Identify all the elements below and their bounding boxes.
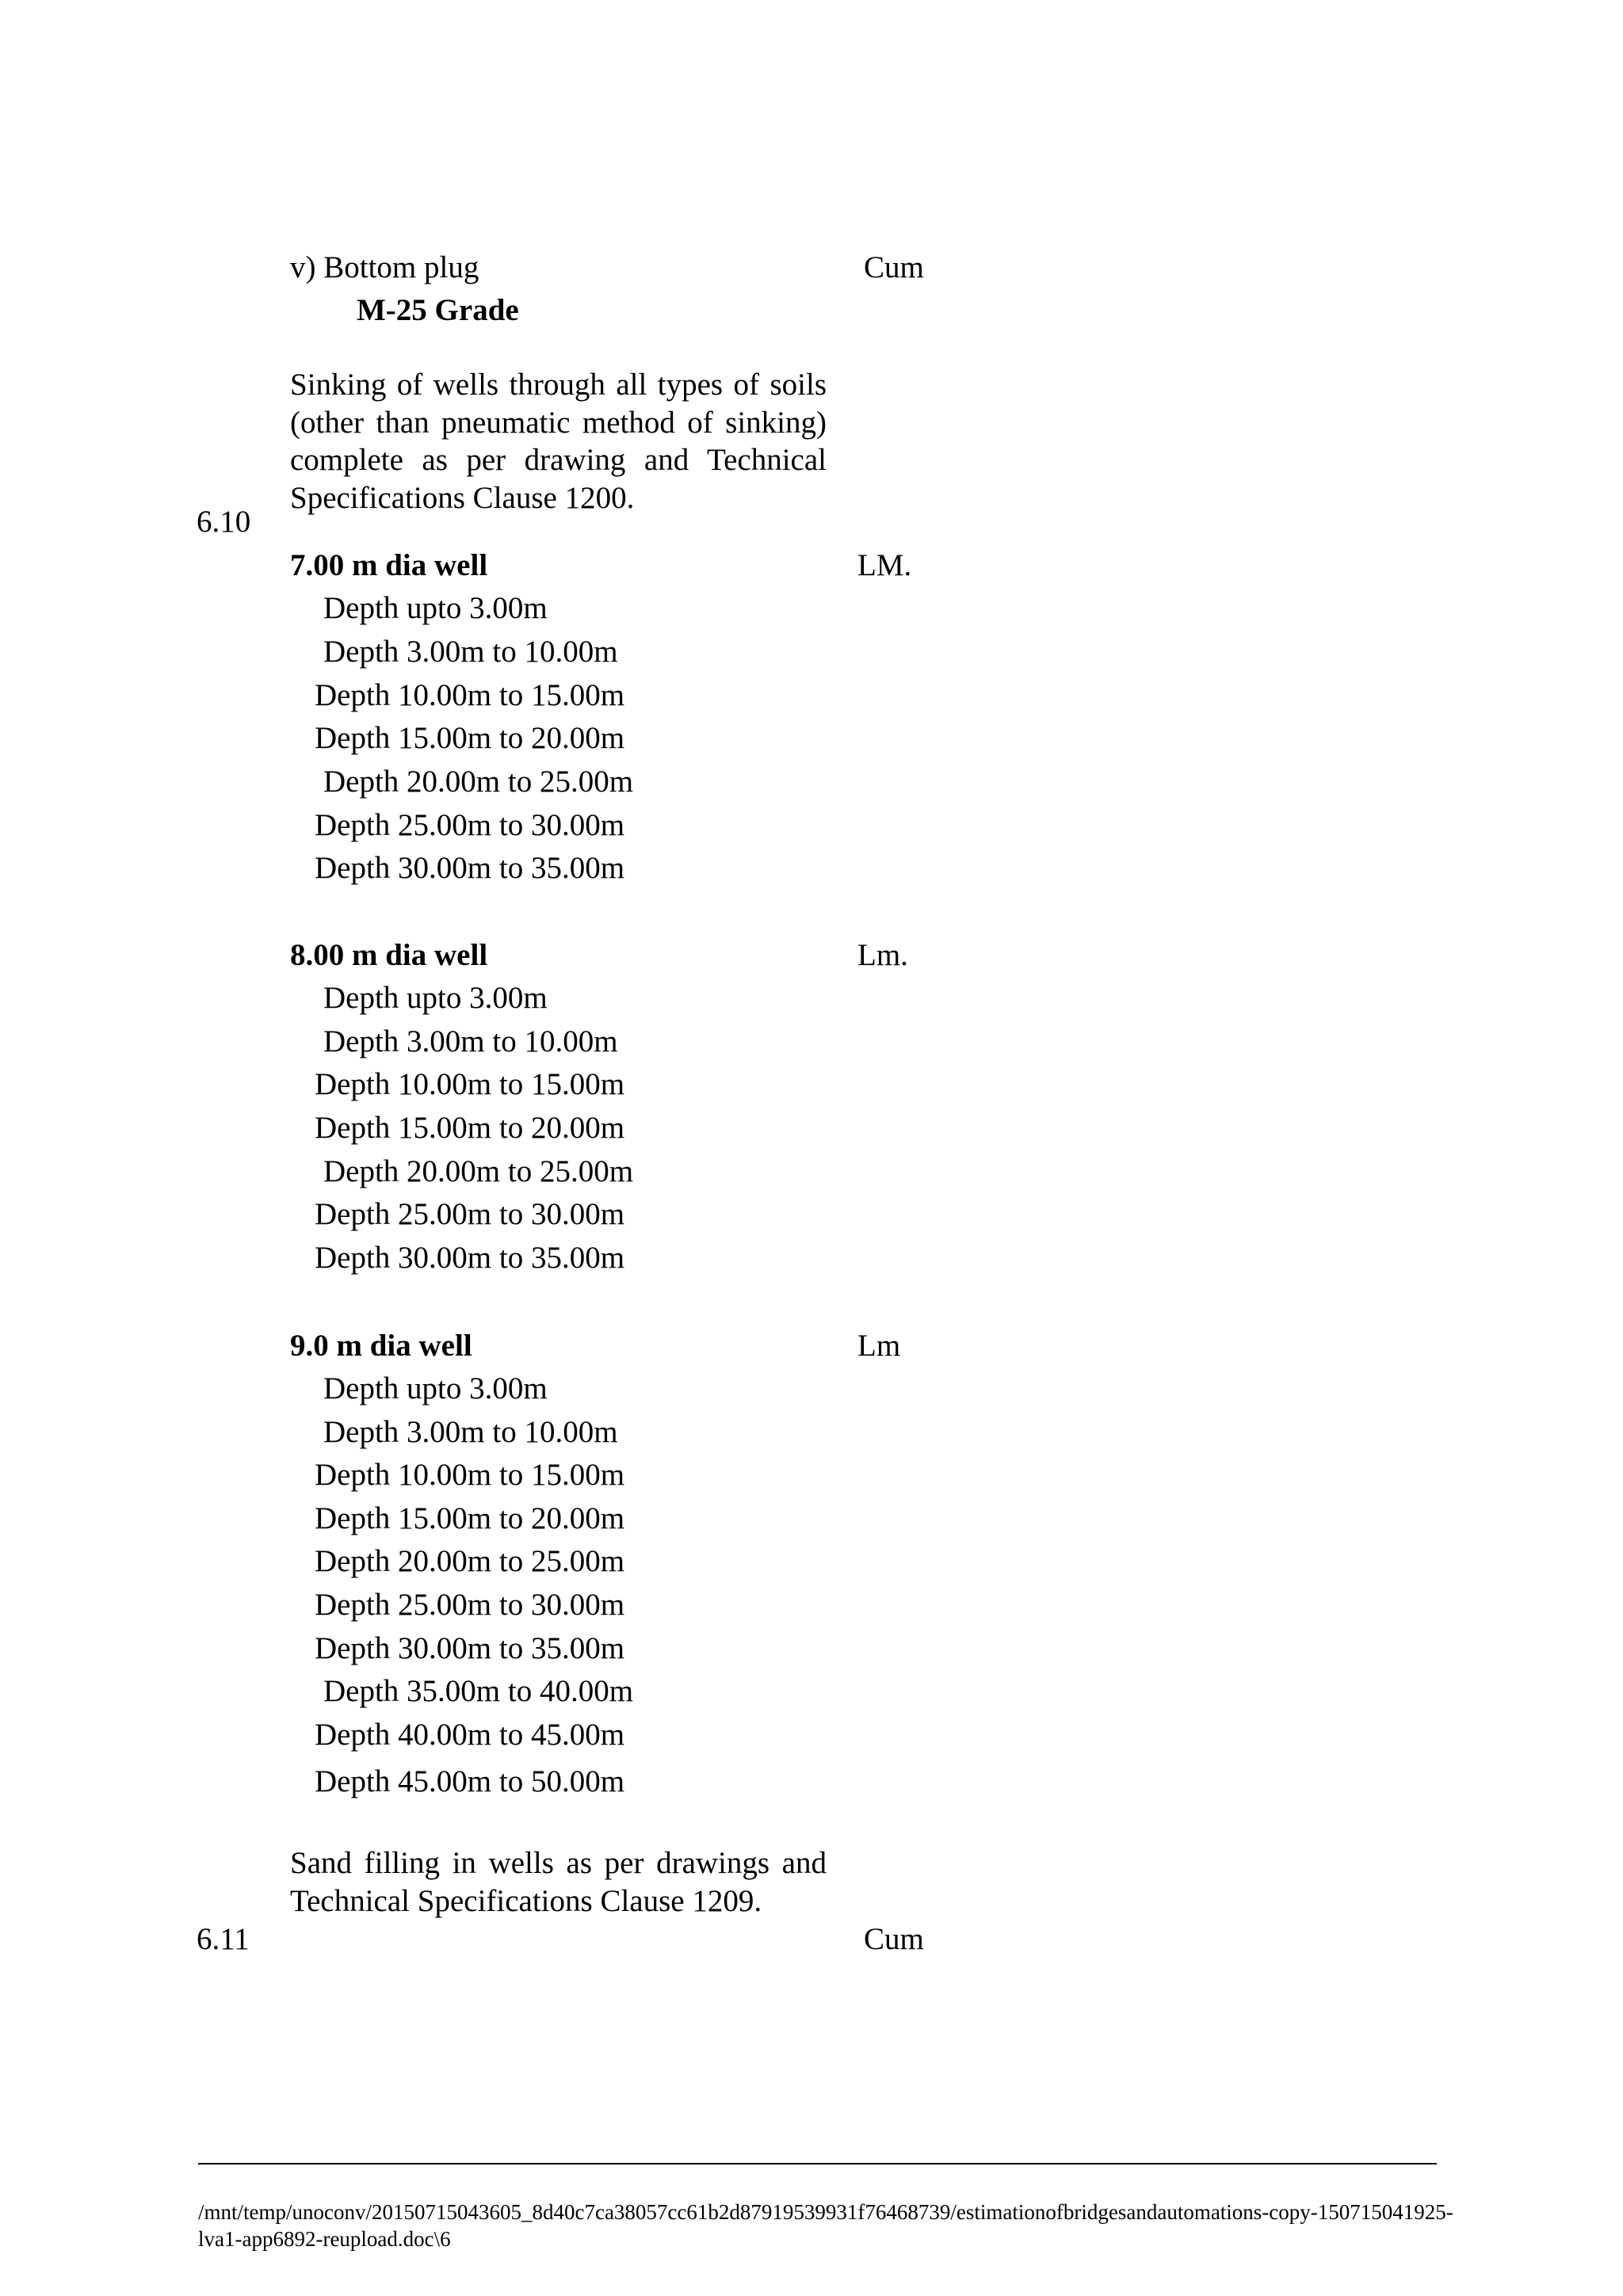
depth-row: Depth 10.00m to 15.00m bbox=[315, 678, 625, 712]
depth-row: Depth 15.00m to 20.00m bbox=[315, 721, 625, 755]
well-7m-title: 7.00 m dia well bbox=[290, 548, 488, 582]
item-6-10-number: 6.10 bbox=[197, 505, 251, 539]
depth-row: Depth upto 3.00m bbox=[323, 981, 548, 1015]
depth-row: Depth 10.00m to 15.00m bbox=[315, 1067, 625, 1101]
depth-row: Depth 3.00m to 10.00m bbox=[323, 635, 618, 669]
well-8m-title: 8.00 m dia well bbox=[290, 938, 488, 972]
depth-row: Depth 20.00m to 25.00m bbox=[323, 765, 634, 799]
grade-label: M-25 Grade bbox=[357, 293, 519, 327]
well-9m-unit: Lm bbox=[857, 1329, 901, 1363]
depth-row: Depth 45.00m to 50.00m bbox=[315, 1764, 625, 1798]
depth-row: Depth upto 3.00m bbox=[323, 1371, 548, 1405]
depth-row: Depth 3.00m to 10.00m bbox=[323, 1024, 618, 1058]
depth-row: Depth 25.00m to 30.00m bbox=[315, 1197, 625, 1231]
item-6-11-description: Sand filling in wells as per drawings and Technical Specifications Clause 1209. bbox=[290, 1846, 827, 1918]
bottom-plug-label: v) Bottom plug bbox=[290, 250, 479, 284]
depth-row: Depth 30.00m to 35.00m bbox=[315, 851, 625, 885]
depth-row: Depth 30.00m to 35.00m bbox=[315, 1631, 625, 1665]
depth-row: Depth 20.00m to 25.00m bbox=[323, 1154, 634, 1188]
item-6-11-unit: Cum bbox=[864, 1922, 924, 1956]
well-9m-title: 9.0 m dia well bbox=[290, 1329, 472, 1363]
well-8m-unit: Lm. bbox=[857, 938, 908, 972]
depth-row: Depth 35.00m to 40.00m bbox=[323, 1674, 634, 1708]
depth-row: Depth upto 3.00m bbox=[323, 591, 548, 625]
depth-row: Depth 3.00m to 10.00m bbox=[323, 1415, 618, 1449]
depth-row: Depth 15.00m to 20.00m bbox=[315, 1501, 625, 1535]
depth-row: Depth 25.00m to 30.00m bbox=[315, 1588, 625, 1622]
bottom-plug-unit: Cum bbox=[864, 250, 924, 284]
depth-row: Depth 25.00m to 30.00m bbox=[315, 808, 625, 842]
depth-row: Depth 20.00m to 25.00m bbox=[315, 1544, 625, 1578]
well-7m-unit: LM. bbox=[857, 548, 912, 582]
depth-row: Depth 15.00m to 20.00m bbox=[315, 1111, 625, 1145]
item-6-10-description: Sinking of wells through all types of soils (other than pneumatic method of sinking) complete as per drawing and Technical Specifications Clause 1200. bbox=[290, 368, 827, 515]
depth-row: Depth 40.00m to 45.00m bbox=[315, 1718, 625, 1752]
depth-row: Depth 10.00m to 15.00m bbox=[315, 1458, 625, 1492]
footer-file-path: /mnt/temp/unoconv/20150715043605_8d40c7ca38057cc61b2d87919539931f76468739/estimationofbridgesandautomations-copy-150715041925-lva1-app6892-reupload.doc\6 bbox=[198, 2200, 1453, 2251]
footer-divider bbox=[198, 2163, 1437, 2164]
depth-row: Depth 30.00m to 35.00m bbox=[315, 1241, 625, 1275]
item-6-11-number: 6.11 bbox=[197, 1922, 250, 1956]
